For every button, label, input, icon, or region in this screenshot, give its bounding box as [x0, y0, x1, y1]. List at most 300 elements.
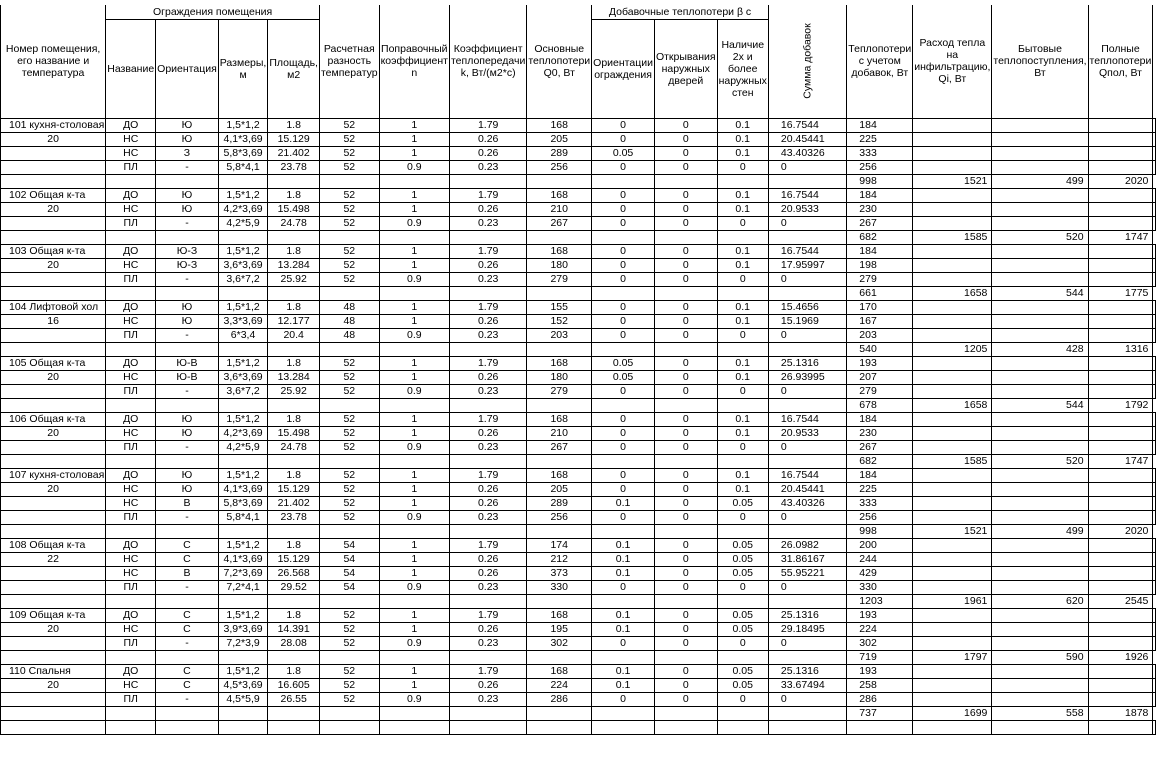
table-cell: 0: [592, 132, 655, 146]
table-cell: [156, 342, 219, 356]
table-cell: 0.1: [592, 622, 655, 636]
table-cell: 0.1: [717, 258, 768, 272]
table-cell: [913, 510, 992, 524]
table-cell: [847, 720, 913, 734]
total-qi: 1797: [913, 650, 992, 664]
table-cell: 52: [319, 608, 379, 622]
table-cell: 1.8: [268, 244, 320, 258]
table-cell: [592, 342, 655, 356]
table-cell: [592, 650, 655, 664]
table-cell: [992, 412, 1088, 426]
total-qfull: 1747: [1088, 230, 1153, 244]
header-doors: Открывания наружных дверей: [654, 19, 717, 118]
table-cell: [1088, 608, 1153, 622]
table-cell: [913, 370, 992, 384]
table-cell: 0: [654, 244, 717, 258]
table-cell: [913, 244, 992, 258]
table-cell: [1088, 566, 1153, 580]
table-cell: ДО: [106, 412, 156, 426]
table-cell: 0: [654, 384, 717, 398]
table-cell: 0.23: [449, 580, 526, 594]
table-cell: [992, 370, 1088, 384]
table-cell: 0: [768, 272, 846, 286]
table-cell: 1,5*1,2: [218, 188, 268, 202]
table-cell: [218, 174, 268, 188]
table-cell: [1153, 692, 1156, 706]
table-cell: [913, 272, 992, 286]
table-cell: [1153, 244, 1156, 258]
table-cell: 168: [527, 412, 592, 426]
table-cell: 52: [319, 482, 379, 496]
table-cell: 0: [654, 216, 717, 230]
table-cell: 0.05: [717, 538, 768, 552]
table-cell: [913, 580, 992, 594]
table-cell: 0: [654, 258, 717, 272]
table-cell: [319, 342, 379, 356]
table-cell: -: [156, 636, 219, 650]
table-cell: [449, 174, 526, 188]
room-temp: 20: [1, 258, 106, 272]
table-cell: 52: [319, 370, 379, 384]
table-cell: 0.26: [449, 132, 526, 146]
table-cell: -: [156, 440, 219, 454]
table-cell: 52: [319, 496, 379, 510]
table-cell: 0: [654, 482, 717, 496]
table-cell: [218, 650, 268, 664]
table-cell: [527, 524, 592, 538]
table-cell: С: [156, 664, 219, 678]
table-cell: [379, 650, 449, 664]
table-cell: [1153, 216, 1156, 230]
table-cell: [768, 174, 846, 188]
table-cell: [913, 552, 992, 566]
table-cell: 0: [592, 510, 655, 524]
table-cell: Ю: [156, 202, 219, 216]
table-cell: 0: [717, 384, 768, 398]
table-cell: [992, 692, 1088, 706]
table-cell: [1088, 678, 1153, 692]
table-cell: [268, 398, 320, 412]
table-cell: 302: [847, 636, 913, 650]
table-cell: [913, 328, 992, 342]
table-cell: Ю: [156, 132, 219, 146]
total-qfull: 2545: [1088, 594, 1153, 608]
table-cell: 13.284: [268, 258, 320, 272]
table-cell: [1153, 118, 1156, 132]
total-row: [1, 398, 1156, 412]
table-cell: 24.78: [268, 216, 320, 230]
table-cell: [268, 524, 320, 538]
table-row: [1, 496, 1156, 510]
table-cell: 0.05: [717, 608, 768, 622]
total-row: [1, 706, 1156, 720]
table-cell: Ю: [156, 118, 219, 132]
table-cell: 0: [654, 664, 717, 678]
table-cell: 15.498: [268, 426, 320, 440]
table-row: [1, 692, 1156, 706]
table-cell: Ю: [156, 468, 219, 482]
table-cell: 0: [592, 426, 655, 440]
table-cell: 1.79: [449, 412, 526, 426]
table-cell: 25.92: [268, 384, 320, 398]
table-cell: НС: [106, 146, 156, 160]
table-cell: 203: [527, 328, 592, 342]
table-cell: 1.8: [268, 188, 320, 202]
table-cell: [992, 622, 1088, 636]
table-cell: 1,5*1,2: [218, 412, 268, 426]
table-cell: [1088, 482, 1153, 496]
table-cell: НС: [106, 132, 156, 146]
table-cell: [156, 650, 219, 664]
table-cell: 0: [654, 146, 717, 160]
table-cell: 1: [379, 566, 449, 580]
table-cell: 26.55: [268, 692, 320, 706]
header-qi: Расход тепла на инфильтрацию, Qi, Вт: [913, 5, 992, 118]
table-cell: [1088, 118, 1153, 132]
header-orient-extra: Ориентации ограждения: [592, 19, 655, 118]
table-cell: 0.9: [379, 384, 449, 398]
table-cell: [654, 230, 717, 244]
table-cell: 16.7544: [768, 244, 846, 258]
table-cell: [449, 230, 526, 244]
total-qfull: 1878: [1088, 706, 1153, 720]
table-cell: 0.26: [449, 482, 526, 496]
table-cell: 52: [319, 132, 379, 146]
table-cell: 1: [379, 678, 449, 692]
table-cell: 0.05: [717, 622, 768, 636]
table-cell: [592, 594, 655, 608]
room-temp: 20: [1, 482, 106, 496]
header-correction: Поправочный коэффициент n: [379, 5, 449, 118]
total-row: [1, 524, 1156, 538]
table-cell: ДО: [106, 300, 156, 314]
table-cell: [992, 258, 1088, 272]
table-cell: 0: [654, 552, 717, 566]
table-cell: [913, 636, 992, 650]
table-cell: [268, 594, 320, 608]
table-cell: 1.8: [268, 356, 320, 370]
table-cell: 14.391: [268, 622, 320, 636]
table-cell: 0: [654, 622, 717, 636]
table-cell: [1153, 384, 1156, 398]
table-cell: 0: [592, 440, 655, 454]
table-cell: 0.9: [379, 328, 449, 342]
table-cell: ДО: [106, 538, 156, 552]
table-cell: [913, 202, 992, 216]
table-cell: [992, 216, 1088, 230]
table-cell: Ю: [156, 426, 219, 440]
table-cell: [1153, 608, 1156, 622]
table-cell: 0.9: [379, 636, 449, 650]
table-cell: [992, 608, 1088, 622]
table-cell: Ю-В: [156, 370, 219, 384]
table-cell: [319, 650, 379, 664]
header-k: Коэффициент теплопередачи k, Вт/(м2*с): [449, 5, 526, 118]
table-cell: 52: [319, 244, 379, 258]
table-cell: [1088, 188, 1153, 202]
table-cell: 55.95221: [768, 566, 846, 580]
table-cell: [1153, 314, 1156, 328]
table-cell: Ю: [156, 188, 219, 202]
table-cell: 25.1316: [768, 356, 846, 370]
table-cell: [992, 510, 1088, 524]
table-cell: [1153, 664, 1156, 678]
table-cell: 0.05: [592, 356, 655, 370]
table-cell: [1153, 412, 1156, 426]
table-cell: 1: [379, 118, 449, 132]
table-cell: [218, 398, 268, 412]
table-cell: [1153, 440, 1156, 454]
table-cell: ПЛ: [106, 160, 156, 174]
table-cell: 0.23: [449, 692, 526, 706]
table-cell: [379, 342, 449, 356]
room-cell: [1, 272, 106, 286]
table-cell: [156, 454, 219, 468]
table-cell: 184: [847, 412, 913, 426]
table-cell: 1,5*1,2: [218, 118, 268, 132]
table-cell: 48: [319, 300, 379, 314]
table-cell: [992, 636, 1088, 650]
table-cell: 0.26: [449, 314, 526, 328]
table-cell: 3,3*3,69: [218, 314, 268, 328]
table-cell: 4,5*3,69: [218, 678, 268, 692]
table-cell: 0: [592, 328, 655, 342]
total-q-with: 998: [847, 524, 913, 538]
table-cell: 1.8: [268, 608, 320, 622]
table-cell: 1: [379, 496, 449, 510]
table-row: [1, 244, 1156, 258]
table-cell: [992, 188, 1088, 202]
table-cell: 1: [379, 202, 449, 216]
table-cell: 5,8*3,69: [218, 146, 268, 160]
table-cell: [1153, 300, 1156, 314]
table-cell: 0.26: [449, 496, 526, 510]
table-row: [1, 314, 1156, 328]
table-cell: [717, 650, 768, 664]
room-temp: 20: [1, 132, 106, 146]
table-cell: 256: [847, 160, 913, 174]
table-cell: [1153, 160, 1156, 174]
table-cell: [1153, 272, 1156, 286]
table-cell: 267: [527, 216, 592, 230]
total-qfull: 1747: [1088, 454, 1153, 468]
room-temp: 20: [1, 202, 106, 216]
table-cell: [319, 398, 379, 412]
table-cell: [1153, 580, 1156, 594]
table-cell: [913, 356, 992, 370]
table-cell: [379, 398, 449, 412]
table-cell: 0.9: [379, 272, 449, 286]
table-cell: 1,5*1,2: [218, 244, 268, 258]
table-cell: 52: [319, 678, 379, 692]
table-cell: [913, 692, 992, 706]
table-cell: [218, 594, 268, 608]
room-name: 107 кухня-столовая: [1, 468, 106, 482]
table-cell: [768, 286, 846, 300]
table-cell: 0.1: [717, 356, 768, 370]
table-cell: [1, 398, 106, 412]
table-cell: НС: [106, 678, 156, 692]
total-q-with: 678: [847, 398, 913, 412]
table-cell: 258: [847, 678, 913, 692]
table-cell: -: [156, 510, 219, 524]
table-cell: [992, 664, 1088, 678]
table-cell: [268, 650, 320, 664]
table-cell: 4,2*3,69: [218, 202, 268, 216]
table-cell: [319, 720, 379, 734]
table-cell: Ю: [156, 412, 219, 426]
table-cell: [768, 706, 846, 720]
table-cell: [1088, 496, 1153, 510]
table-cell: ПЛ: [106, 580, 156, 594]
table-cell: 1.79: [449, 468, 526, 482]
table-cell: [1153, 188, 1156, 202]
table-cell: 0.1: [717, 300, 768, 314]
table-cell: 193: [847, 608, 913, 622]
table-cell: 0: [717, 692, 768, 706]
table-cell: [449, 720, 526, 734]
table-cell: [1088, 440, 1153, 454]
table-cell: 5,8*3,69: [218, 496, 268, 510]
table-cell: [913, 314, 992, 328]
table-cell: 0: [717, 216, 768, 230]
table-cell: [379, 286, 449, 300]
table-cell: [992, 160, 1088, 174]
table-cell: 0.26: [449, 552, 526, 566]
table-cell: 0.1: [717, 244, 768, 258]
table-cell: [717, 594, 768, 608]
table-cell: 1: [379, 300, 449, 314]
table-cell: 25.1316: [768, 608, 846, 622]
table-cell: 207: [847, 370, 913, 384]
table-cell: [913, 412, 992, 426]
table-cell: 0: [654, 580, 717, 594]
table-cell: 0: [717, 160, 768, 174]
table-cell: 0.9: [379, 580, 449, 594]
room-cell: [1, 496, 106, 510]
table-cell: [1088, 216, 1153, 230]
heat-loss-table: [0, 5, 1156, 735]
table-cell: [156, 720, 219, 734]
table-cell: [449, 342, 526, 356]
table-cell: [768, 454, 846, 468]
table-cell: [1153, 538, 1156, 552]
table-cell: [106, 524, 156, 538]
table-cell: -: [156, 384, 219, 398]
room-temp: 22: [1, 552, 106, 566]
total-qi: 1699: [913, 706, 992, 720]
table-row: [1, 552, 1156, 566]
table-cell: 0.1: [717, 132, 768, 146]
table-cell: 1: [379, 356, 449, 370]
table-cell: 52: [319, 216, 379, 230]
table-cell: [1, 650, 106, 664]
table-cell: [992, 496, 1088, 510]
table-cell: НС: [106, 496, 156, 510]
table-cell: [449, 454, 526, 468]
table-cell: 25.92: [268, 272, 320, 286]
table-cell: 330: [527, 580, 592, 594]
table-cell: 16.7544: [768, 188, 846, 202]
table-cell: 1.79: [449, 356, 526, 370]
total-row: [1, 342, 1156, 356]
table-cell: 0.9: [379, 440, 449, 454]
table-cell: [717, 398, 768, 412]
total-q-with: 540: [847, 342, 913, 356]
table-cell: [1088, 328, 1153, 342]
table-cell: [1088, 552, 1153, 566]
table-cell: 25.1316: [768, 664, 846, 678]
table-cell: 1,5*1,2: [218, 300, 268, 314]
table-cell: [1153, 496, 1156, 510]
table-cell: 0.1: [717, 482, 768, 496]
room-cell: [1, 160, 106, 174]
table-cell: 302: [527, 636, 592, 650]
total-q-with: 719: [847, 650, 913, 664]
header-walls: Наличие 2х и более наружных стен: [717, 19, 768, 118]
table-cell: -: [156, 160, 219, 174]
table-cell: 4,1*3,69: [218, 132, 268, 146]
table-cell: [1088, 580, 1153, 594]
table-cell: 52: [319, 188, 379, 202]
table-cell: -: [156, 272, 219, 286]
table-cell: 52: [319, 356, 379, 370]
table-cell: [913, 300, 992, 314]
table-cell: 0.23: [449, 636, 526, 650]
table-cell: 184: [847, 118, 913, 132]
table-row: [1, 608, 1156, 622]
table-cell: 0.1: [592, 608, 655, 622]
table-cell: 1: [379, 426, 449, 440]
table-cell: [156, 594, 219, 608]
table-cell: 0.1: [592, 552, 655, 566]
table-cell: 3,6*3,69: [218, 370, 268, 384]
table-cell: -: [156, 328, 219, 342]
table-row: [1, 356, 1156, 370]
total-qi: 1205: [913, 342, 992, 356]
table-cell: 0: [654, 608, 717, 622]
table-cell: 256: [527, 160, 592, 174]
table-cell: [992, 384, 1088, 398]
table-cell: 1,5*1,2: [218, 664, 268, 678]
table-cell: 4,1*3,69: [218, 552, 268, 566]
table-cell: 0: [654, 440, 717, 454]
table-cell: 170: [847, 300, 913, 314]
table-cell: [913, 468, 992, 482]
table-cell: [913, 720, 992, 734]
table-cell: 0: [592, 244, 655, 258]
table-cell: С: [156, 608, 219, 622]
table-cell: 15.498: [268, 202, 320, 216]
table-cell: 7,2*3,9: [218, 636, 268, 650]
table-cell: [913, 426, 992, 440]
table-cell: 1.79: [449, 538, 526, 552]
table-cell: [913, 132, 992, 146]
table-cell: 0: [717, 510, 768, 524]
room-cell: [1, 580, 106, 594]
table-cell: [913, 664, 992, 678]
table-cell: [768, 230, 846, 244]
table-cell: 16.7544: [768, 118, 846, 132]
total-qb: 428: [992, 342, 1088, 356]
table-cell: 1.8: [268, 412, 320, 426]
table-row: [1, 146, 1156, 160]
table-cell: 5,8*4,1: [218, 510, 268, 524]
table-cell: 0.23: [449, 328, 526, 342]
table-cell: [717, 524, 768, 538]
table-cell: [768, 720, 846, 734]
table-cell: [1088, 510, 1153, 524]
